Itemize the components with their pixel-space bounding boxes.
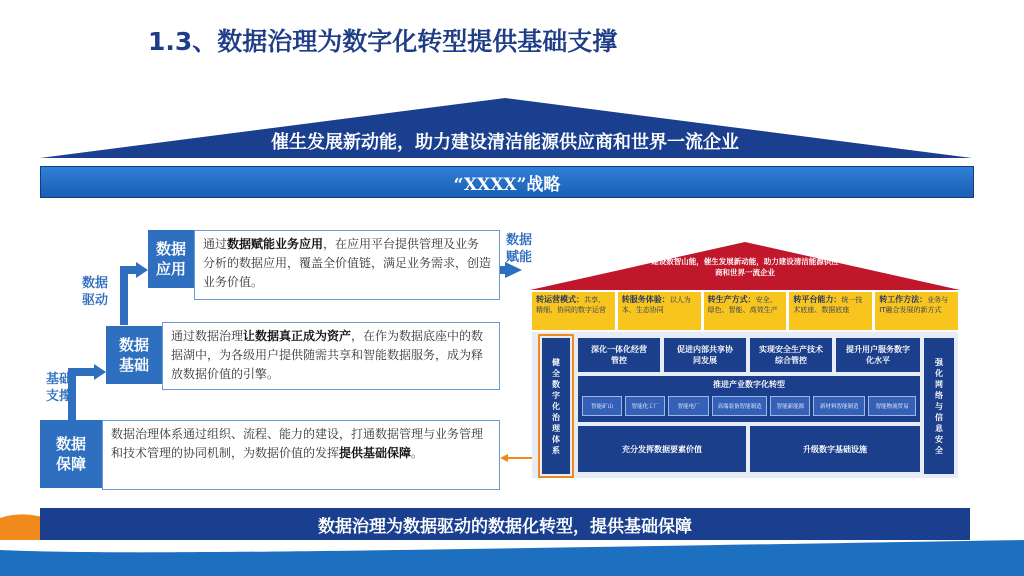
house-row3-cell: 升级数字基础设施 [750, 426, 920, 472]
label-data-empower: 数据赋能 [505, 233, 532, 265]
label-data-drive: 数据驱动 [81, 276, 108, 308]
left-pillar: 健全数字化治理体系 [542, 338, 570, 474]
house-mini-item: 智能物流贸易 [868, 396, 916, 416]
stair-data-guarantee [40, 420, 102, 488]
house-diagram [530, 240, 960, 480]
house-mini-item: 智能电厂 [668, 396, 708, 416]
house-mini-item: 高端装备智能制造 [712, 396, 768, 416]
house-top-row [532, 292, 958, 330]
roof-slogan: 催生发展新动能，助力建设清洁能源供应商和世界一流企业 [271, 132, 739, 153]
house-row1-cell: 实现安全生产技术综合管控 [750, 338, 832, 372]
house-row1-cell: 促进内部共享协同发展 [664, 338, 746, 372]
house-row3-cell: 充分发挥数据要素价值 [578, 426, 746, 472]
right-pillar: 强化网络与信息安全 [924, 338, 954, 474]
house-cell: 转生产方式：安全、绿色、智能、高效生产 [704, 292, 787, 330]
page-title: 1.3、数据治理为数字化转型提供基础支撑 [148, 27, 618, 56]
bottom-banner [40, 508, 970, 540]
stair-data-base [106, 326, 162, 384]
bottom-banner-text: 数据治理为数据驱动的数据化转型，提供基础保障 [318, 516, 692, 537]
house-roof-text: 建设数智山能，催生发展新动能，助力建设清洁能源供应商和世界一流企业 [651, 257, 839, 277]
stair-label: 数据保障 [55, 435, 86, 473]
stair-label: 数据应用 [155, 240, 186, 278]
house-row1-cell: 提升用户服务数字化水平 [836, 338, 920, 372]
house-mini-item: 智能新能源 [770, 396, 810, 416]
label-base-support: 基础支撑 [45, 372, 72, 404]
house-mini-item: 智能矿山 [582, 396, 622, 416]
desc-data-base: 通过数据治理让数据真正成为资产，在作为数据底座中的数据湖中，为各级用户提供随需共享和智能数据服务，成为释放数据价值的引擎。 [162, 322, 500, 390]
desc-data-guarantee: 数据治理体系通过组织、流程、能力的建设，打通数据管理与业务管理和技术管理的协同机制，为数据价值的发挥提供基础保障。 [102, 420, 500, 490]
stair-data-application [148, 230, 194, 288]
house-cell: 转工作方法：业务与IT融合发展的新方式 [875, 292, 958, 330]
strategy-label: “XXXX”战略 [453, 174, 561, 195]
house-mini-item: 新材料智能制造 [813, 396, 865, 416]
house-cell: 转平台能力：统一技术底座、数据底座 [789, 292, 872, 330]
house-mini-item: 智能化工厂 [625, 396, 665, 416]
house-row2-items [582, 396, 916, 416]
house-row2-title: 推进产业数字化转型 [713, 380, 785, 389]
desc-data-application: 通过数据赋能业务应用，在应用平台提供管理及业务分析的数据应用，覆盖全价值链，满足业务需求，创造业务价值。 [194, 230, 500, 300]
stair-label: 数据基础 [118, 336, 149, 374]
house-cell: 转运营模式：共享、精细、协同的数字运营 [532, 292, 615, 330]
house-row1-cell: 深化一体化经营管控 [578, 338, 660, 372]
house-cell: 转服务体验：以人为本、生态协同 [618, 292, 701, 330]
